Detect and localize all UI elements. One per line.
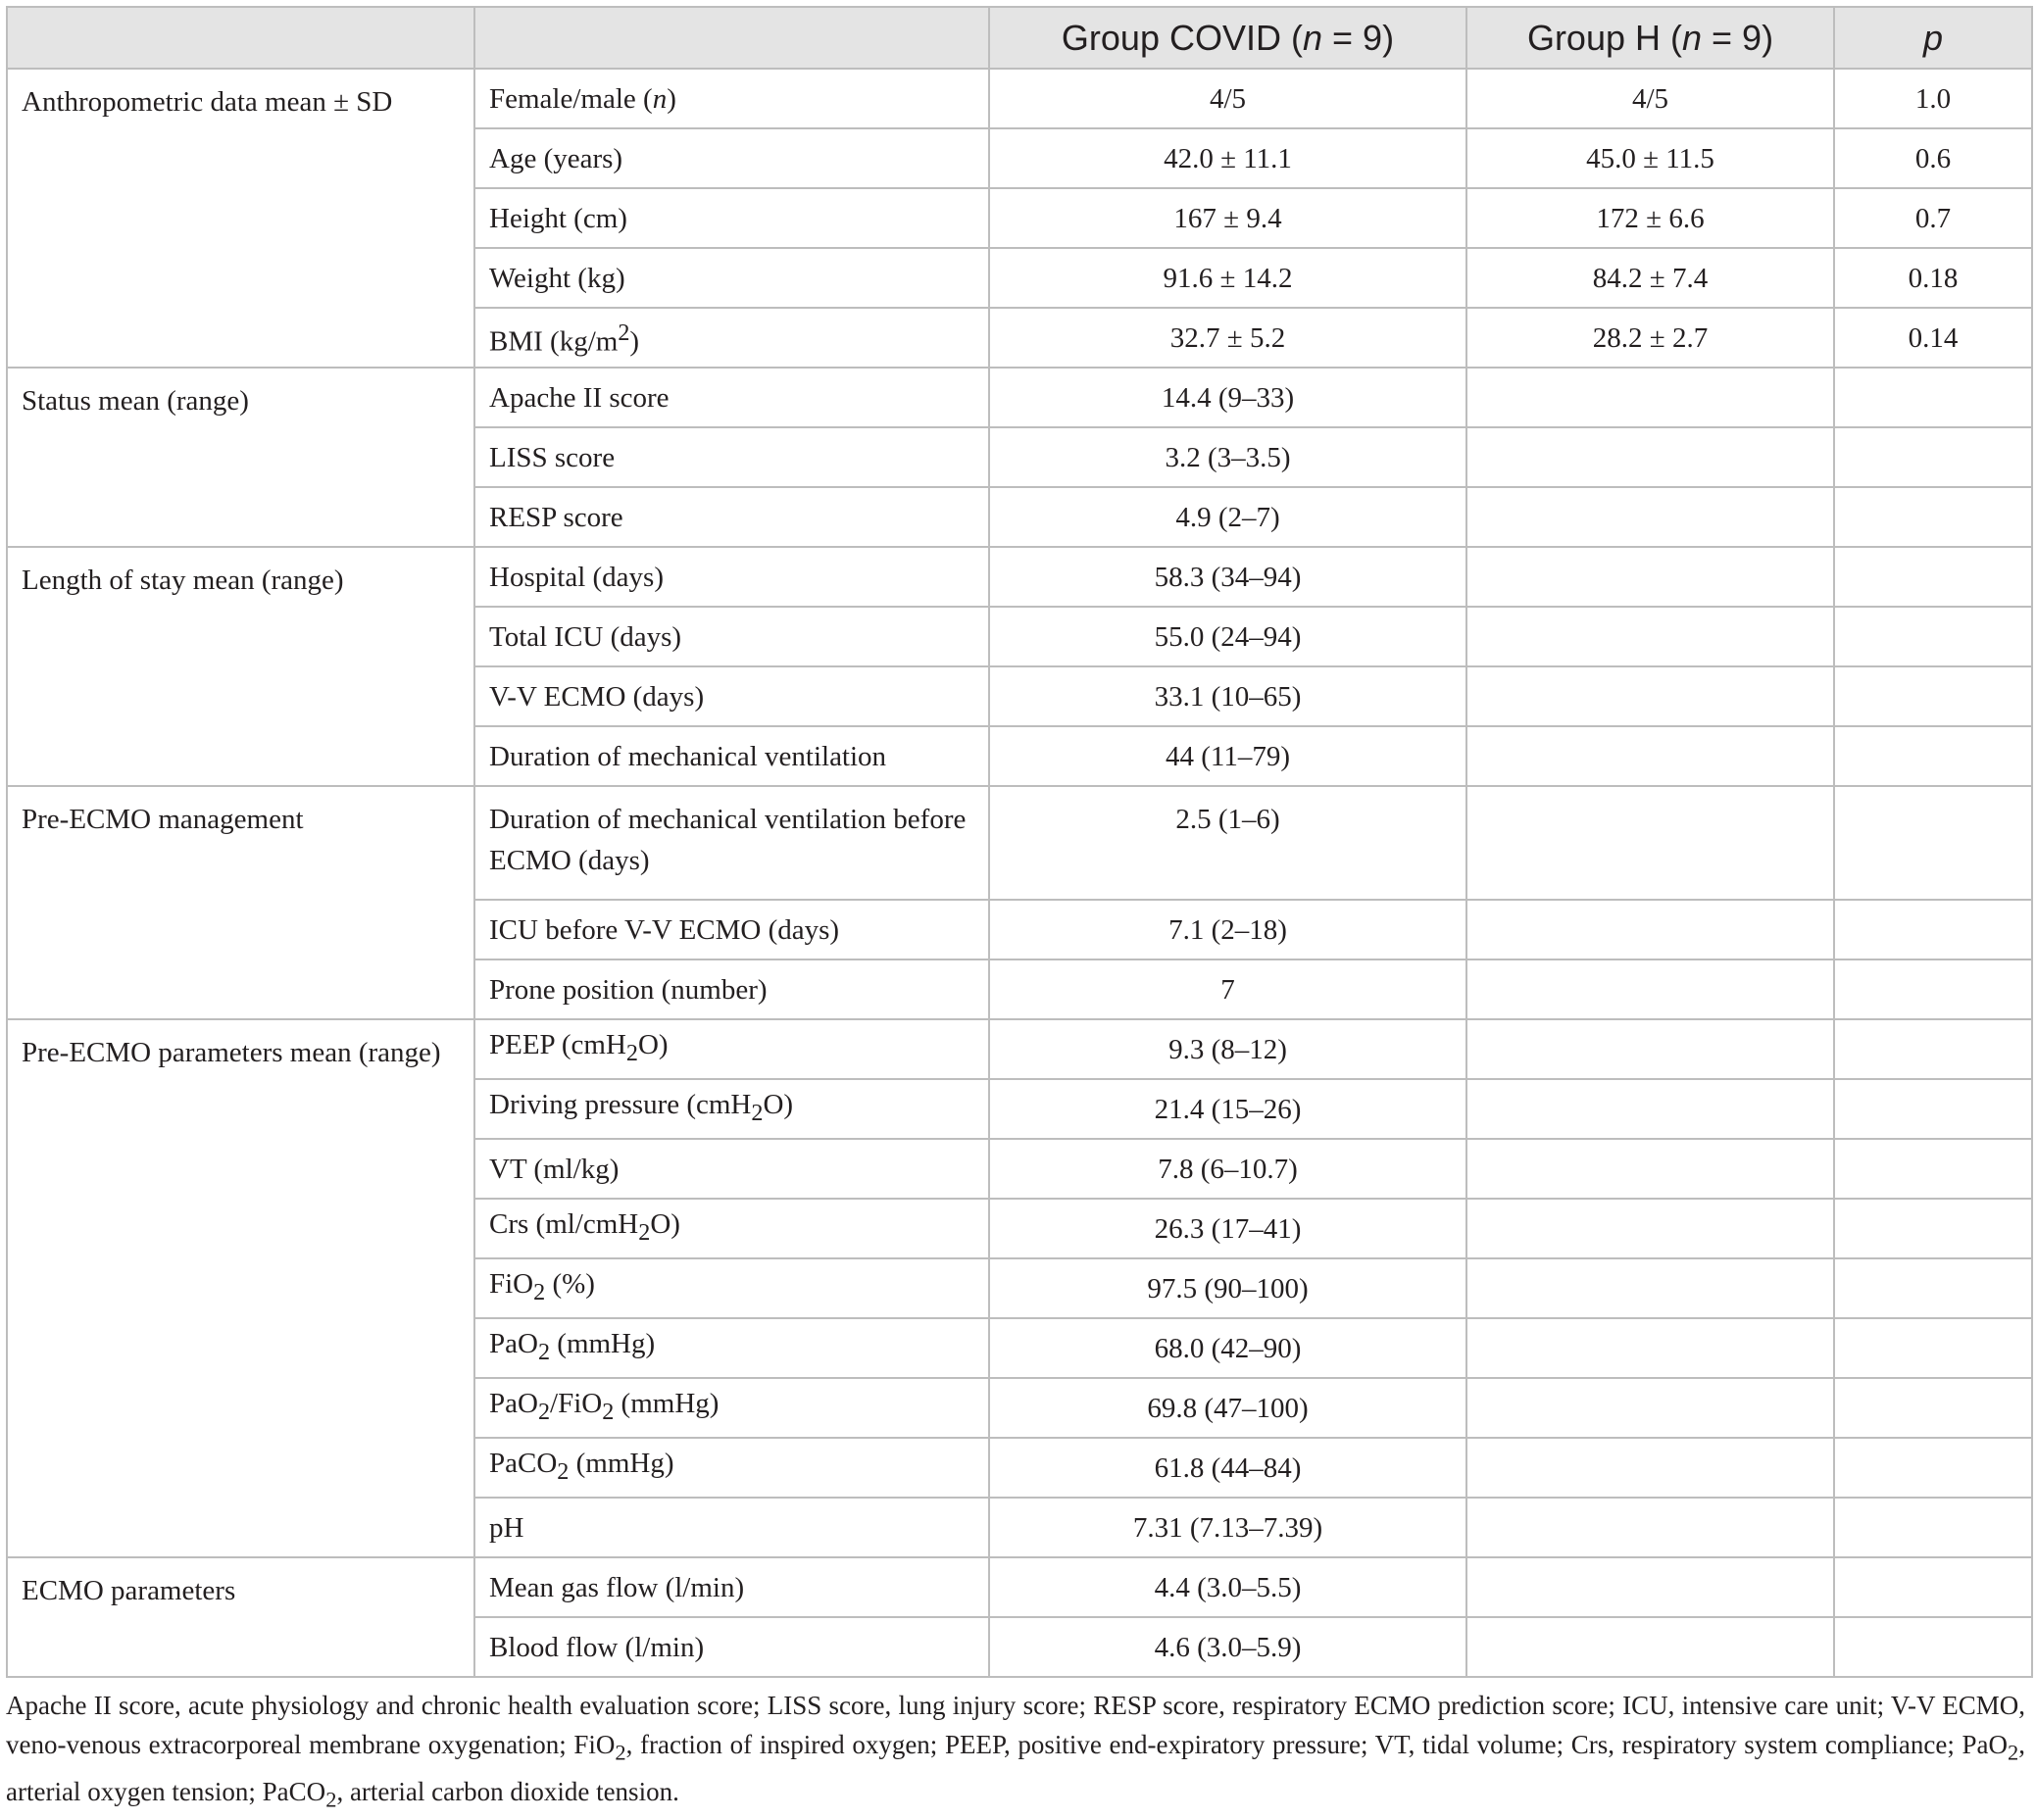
cell-p — [1834, 666, 2032, 726]
group-pre-ecmo-parameters: Pre-ECMO parameters mean (range) — [7, 1019, 474, 1557]
cell-p — [1834, 1258, 2032, 1318]
cell-h — [1466, 959, 1834, 1019]
cell-covid: 68.0 (42–90) — [989, 1318, 1466, 1378]
cell-covid: 61.8 (44–84) — [989, 1438, 1466, 1498]
row-label-ph: pH — [474, 1498, 989, 1557]
row-label-height: Height (cm) — [474, 188, 989, 248]
label-line: ECMO (days) — [489, 845, 650, 876]
label-part: ) — [629, 325, 640, 358]
table-row — [7, 368, 2032, 427]
row-label-fio2 — [474, 1258, 989, 1318]
cell-covid: 7.8 (6–10.7) — [989, 1139, 1466, 1199]
cell-p — [1834, 547, 2032, 607]
label-italic-n: n — [652, 82, 668, 115]
header-blank-2 — [474, 7, 989, 69]
table-container — [6, 6, 2031, 1678]
cell-covid: 167 ± 9.4 — [989, 188, 1466, 248]
label-part: (mmHg) — [569, 1448, 674, 1480]
footnote-text: , arterial carbon dioxide tension. — [336, 1777, 679, 1807]
cell-h — [1466, 1617, 1834, 1677]
label-part: O) — [637, 1029, 669, 1061]
row-label-mech-vent: Duration of mechanical ventilation — [474, 726, 989, 786]
label-part: PaCO — [489, 1448, 558, 1480]
cell-p — [1834, 1079, 2032, 1139]
cell-h — [1466, 547, 1834, 607]
label-sub: 2 — [638, 1218, 651, 1246]
row-label-vv-ecmo: V-V ECMO (days) — [474, 666, 989, 726]
row-label-crs — [474, 1199, 989, 1258]
cell-h — [1466, 1378, 1834, 1438]
footnote-sub: 2 — [325, 1787, 337, 1812]
cell-h: 172 ± 6.6 — [1466, 188, 1834, 248]
data-table — [6, 6, 2033, 1678]
cell-h — [1466, 1318, 1834, 1378]
row-label-blood-flow: Blood flow (l/min) — [474, 1617, 989, 1677]
footnote-text: Apache II score, acute physiology and chronic health evaluation score; LISS score, lung injury score; RESP score, respiratory ECMO prediction score; ICU, intensive care unit; V-V ECMO, veno-venous extracorporeal membrane oxygenation; FiO — [6, 1691, 2025, 1759]
row-label-bmi — [474, 308, 989, 368]
label-part: ) — [667, 82, 676, 115]
header-h-n: n — [1681, 17, 1703, 58]
cell-p — [1834, 1557, 2032, 1617]
cell-h — [1466, 1019, 1834, 1079]
cell-covid: 42.0 ± 11.1 — [989, 128, 1466, 188]
cell-covid: 2.5 (1–6) — [989, 786, 1466, 900]
row-label-resp: RESP score — [474, 487, 989, 547]
cell-p — [1834, 487, 2032, 547]
header-covid-n: n — [1302, 17, 1323, 58]
label-part: PaO — [489, 1388, 538, 1420]
label-sub: 2 — [533, 1278, 546, 1305]
cell-covid: 4.6 (3.0–5.9) — [989, 1617, 1466, 1677]
table-row — [7, 1557, 2032, 1617]
cell-covid: 91.6 ± 14.2 — [989, 248, 1466, 308]
row-label-liss: LISS score — [474, 427, 989, 487]
cell-h: 28.2 ± 2.7 — [1466, 308, 1834, 368]
header-group-covid — [989, 7, 1466, 69]
row-label-gas-flow: Mean gas flow (l/min) — [474, 1557, 989, 1617]
cell-p — [1834, 1019, 2032, 1079]
cell-covid: 3.2 (3–3.5) — [989, 427, 1466, 487]
cell-p — [1834, 1438, 2032, 1498]
row-label-mech-vent-before — [474, 786, 989, 900]
cell-covid: 26.3 (17–41) — [989, 1199, 1466, 1258]
cell-p — [1834, 1199, 2032, 1258]
label-part: PaO — [489, 1328, 538, 1360]
label-sub: 2 — [602, 1398, 615, 1425]
label-sup: 2 — [618, 320, 630, 347]
label-part: (%) — [545, 1268, 595, 1301]
cell-h — [1466, 1139, 1834, 1199]
table-row — [7, 786, 2032, 900]
row-label-hospital: Hospital (days) — [474, 547, 989, 607]
table-row — [7, 547, 2032, 607]
cell-covid: 58.3 (34–94) — [989, 547, 1466, 607]
row-label-pao2 — [474, 1318, 989, 1378]
label-part: Female/male ( — [489, 82, 653, 115]
header-h-suffix: = 9) — [1702, 17, 1774, 58]
group-length-of-stay: Length of stay mean (range) — [7, 547, 474, 786]
cell-p: 0.18 — [1834, 248, 2032, 308]
header-covid-prefix: Group COVID ( — [1061, 17, 1303, 58]
row-label-paco2 — [474, 1438, 989, 1498]
cell-covid: 14.4 (9–33) — [989, 368, 1466, 427]
header-group-h — [1466, 7, 1834, 69]
table-header-row — [7, 7, 2032, 69]
cell-h — [1466, 786, 1834, 900]
cell-covid: 7.31 (7.13–7.39) — [989, 1498, 1466, 1557]
row-label-driving-pressure — [474, 1079, 989, 1139]
footnote-sub: 2 — [615, 1740, 626, 1765]
header-h-prefix: Group H ( — [1526, 17, 1682, 58]
cell-h — [1466, 1079, 1834, 1139]
group-pre-ecmo-management: Pre-ECMO management — [7, 786, 474, 1019]
cell-p — [1834, 1617, 2032, 1677]
cell-p — [1834, 900, 2032, 959]
cell-p — [1834, 726, 2032, 786]
cell-p: 0.7 — [1834, 188, 2032, 248]
cell-h: 4/5 — [1466, 69, 1834, 128]
row-label-age: Age (years) — [474, 128, 989, 188]
table-row — [7, 69, 2032, 128]
cell-covid: 4.4 (3.0–5.5) — [989, 1557, 1466, 1617]
cell-p — [1834, 1318, 2032, 1378]
header-blank-1 — [7, 7, 474, 69]
row-label-pao2-fio2 — [474, 1378, 989, 1438]
cell-covid: 44 (11–79) — [989, 726, 1466, 786]
row-label-total-icu: Total ICU (days) — [474, 607, 989, 666]
footnote-sub: 2 — [2008, 1740, 2019, 1765]
cell-covid: 69.8 (47–100) — [989, 1378, 1466, 1438]
cell-h — [1466, 368, 1834, 427]
cell-p — [1834, 1378, 2032, 1438]
row-label-prone: Prone position (number) — [474, 959, 989, 1019]
label-part: Driving pressure (cmH — [489, 1089, 752, 1121]
cell-h — [1466, 666, 1834, 726]
label-part: Crs (ml/cmH — [489, 1208, 639, 1241]
cell-covid: 7 — [989, 959, 1466, 1019]
cell-h — [1466, 726, 1834, 786]
label-line: Duration of mechanical ventilation before — [489, 804, 967, 835]
group-anthropometric: Anthropometric data mean ± SD — [7, 69, 474, 368]
cell-covid: 4.9 (2–7) — [989, 487, 1466, 547]
cell-h — [1466, 900, 1834, 959]
cell-covid: 7.1 (2–18) — [989, 900, 1466, 959]
label-sub: 2 — [537, 1338, 551, 1365]
cell-p: 0.6 — [1834, 128, 2032, 188]
row-label-apache: Apache II score — [474, 368, 989, 427]
cell-h — [1466, 1199, 1834, 1258]
group-status: Status mean (range) — [7, 368, 474, 547]
table-footnote — [6, 1686, 2025, 1820]
label-part: FiO — [489, 1268, 534, 1301]
label-sub: 2 — [557, 1457, 570, 1485]
cell-h: 45.0 ± 11.5 — [1466, 128, 1834, 188]
cell-h — [1466, 427, 1834, 487]
label-part: O) — [650, 1208, 680, 1241]
cell-p — [1834, 368, 2032, 427]
row-label-female-male — [474, 69, 989, 128]
cell-covid: 21.4 (15–26) — [989, 1079, 1466, 1139]
cell-covid: 4/5 — [989, 69, 1466, 128]
row-label-peep — [474, 1019, 989, 1079]
header-p-value: p — [1834, 7, 2032, 69]
cell-h — [1466, 1498, 1834, 1557]
cell-p — [1834, 786, 2032, 900]
cell-h — [1466, 607, 1834, 666]
label-sub: 2 — [625, 1039, 638, 1066]
label-sub: 2 — [537, 1398, 551, 1425]
cell-p — [1834, 1139, 2032, 1199]
cell-covid: 97.5 (90–100) — [989, 1258, 1466, 1318]
row-label-vt: VT (ml/kg) — [474, 1139, 989, 1199]
cell-h — [1466, 487, 1834, 547]
label-part: (mmHg) — [614, 1388, 720, 1420]
row-label-icu-before: ICU before V-V ECMO (days) — [474, 900, 989, 959]
row-label-weight: Weight (kg) — [474, 248, 989, 308]
label-part: (mmHg) — [550, 1328, 656, 1360]
cell-p: 0.14 — [1834, 308, 2032, 368]
cell-p: 1.0 — [1834, 69, 2032, 128]
cell-h — [1466, 1557, 1834, 1617]
footnote-text: , arterial oxygen tension; PaCO — [6, 1730, 2025, 1807]
cell-p — [1834, 427, 2032, 487]
cell-p — [1834, 959, 2032, 1019]
cell-covid: 55.0 (24–94) — [989, 607, 1466, 666]
label-sub: 2 — [751, 1099, 764, 1126]
label-part: O) — [763, 1089, 794, 1121]
cell-p — [1834, 607, 2032, 666]
label-part: PEEP (cmH — [489, 1029, 626, 1061]
cell-h — [1466, 1438, 1834, 1498]
cell-h — [1466, 1258, 1834, 1318]
footnote-text: , fraction of inspired oxygen; PEEP, positive end-expiratory pressure; VT, tidal volume; Crs, respiratory system compliance; PaO — [625, 1730, 2008, 1759]
label-part: BMI (kg/m — [489, 325, 619, 358]
cell-p — [1834, 1498, 2032, 1557]
group-ecmo-parameters: ECMO parameters — [7, 1557, 474, 1677]
label-part: /FiO — [550, 1388, 603, 1420]
cell-h: 84.2 ± 7.4 — [1466, 248, 1834, 308]
table-row — [7, 1019, 2032, 1079]
cell-covid: 32.7 ± 5.2 — [989, 308, 1466, 368]
header-covid-suffix: = 9) — [1322, 17, 1395, 58]
cell-covid: 33.1 (10–65) — [989, 666, 1466, 726]
cell-covid: 9.3 (8–12) — [989, 1019, 1466, 1079]
